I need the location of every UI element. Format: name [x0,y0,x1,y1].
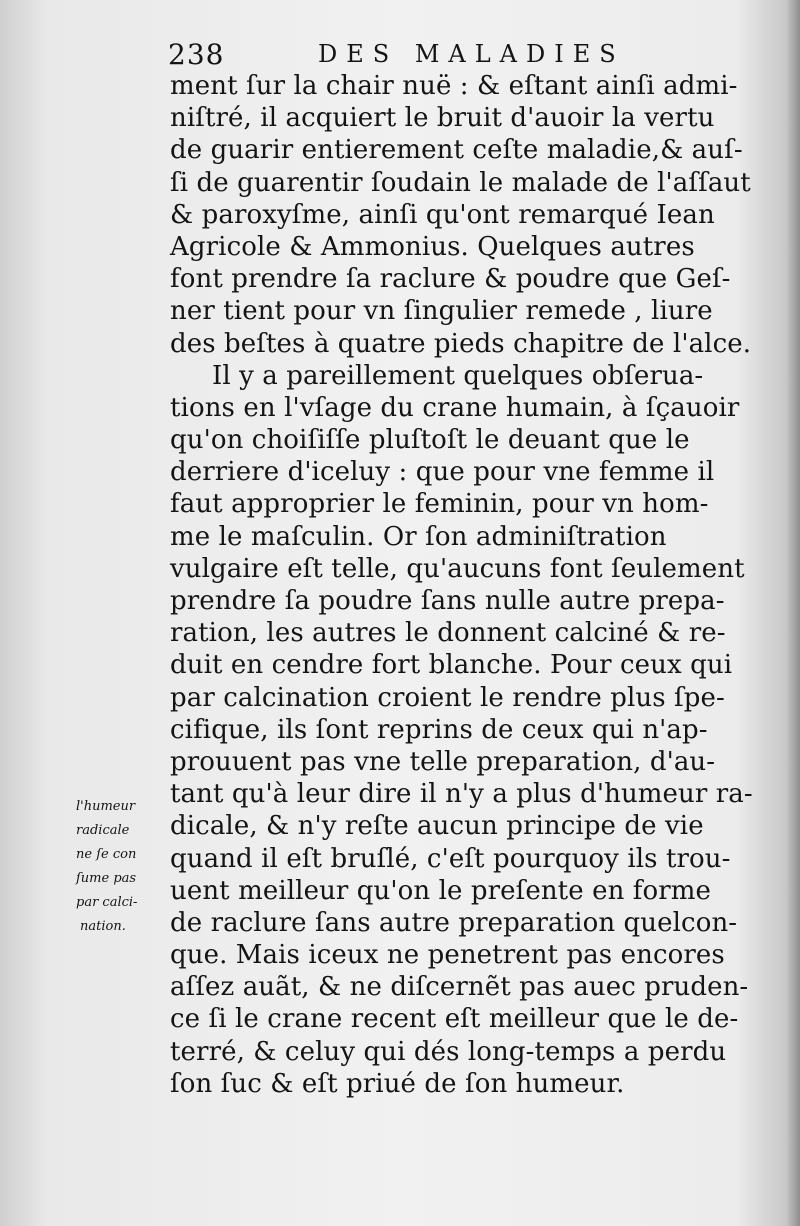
text-line: faut approprier le feminin, pour vn hom- [170,489,709,520]
text-line: que. Mais iceux ne penetrent pas encores [170,940,725,971]
body-text [170,70,766,1100]
text-line: ment ſur la chair nuë : & eſtant ainſi admi- [170,71,738,101]
marginal-note-line: par calci- [76,895,138,910]
running-head [168,38,758,72]
marginal-note [76,795,180,939]
text-line: des beſtes à quatre pieds chapitre de l'alce. [170,328,752,359]
text-line: prouuent pas vne telle preparation, d'au- [170,746,716,777]
text-line: de guarir entierement ceſte maladie,& auſ- [170,135,743,166]
text-line: niſtré, il acquiert le bruit d'auoir la vertu [170,103,715,134]
text-line: vulgaire eſt telle, qu'aucuns font ſeulement [170,553,745,584]
marginal-note-line: ſume pas [76,871,137,886]
marginal-note-line: l'humeur [76,799,136,814]
text-line: font prendre ſa raclure & poudre que Geſ- [170,264,731,295]
text-line: Agricole & Ammonius. Quelques autres [170,231,695,262]
text-line: ſon ſuc & eſt priué de ſon humeur. [170,1068,625,1099]
text-line: ſi de guarentir ſoudain le malade de l'aſſaut [170,167,751,198]
text-line: de raclure ſans autre preparation quelcon- [170,907,738,938]
marginal-note-line: radicale [76,823,130,838]
text-line: duit en cendre fort blanche. Pour ceux qui [170,650,733,681]
marginal-note-line: nation. [80,919,126,934]
text-line: ration, les autres le donnent calciné & re- [170,618,726,649]
text-line: tions en l'vſage du crane humain, à ſçauoir [170,392,740,423]
text-line: quand il eſt bruſlé, c'eſt pourquoy ils trou- [170,843,731,874]
text-line: qu'on choiſiſſe pluſtoſt le deuant que le [170,425,690,456]
text-line: tant qu'à leur dire il n'y a plus d'humeur ra- [170,779,753,810]
text-line: uent meilleur qu'on le preſente en forme [170,875,712,906]
marginal-note-line: ne ſe con [76,847,137,862]
text-line: ce ſi le crane recent eſt meilleur que le de- [170,1004,739,1035]
text-line: terré, & celuy qui dés long-temps a perdu [170,1036,727,1067]
text-line: me le maſculin. Or ſon adminiſtration [170,521,667,552]
text-line: ner tient pour vn ſingulier remede , liure [170,296,713,327]
text-line: cifique, ils ſont reprins de ceux qui n'ap- [170,714,708,745]
header-title: DES MALADIES [318,40,625,68]
text-line: aſſez auãt, & ne diſcernẽt pas auec pruden- [170,972,749,1003]
text-line: dicale, & n'y reſte aucun principe de vie [170,811,704,842]
paragraph-start-line: Il y a pareillement quelques obſerua- [212,360,704,391]
text-line: & paroxyſme, ainſi qu'ont remarqué Iean [170,199,715,230]
page-number: 238 [168,38,225,71]
text-line: prendre ſa poudre ſans nulle autre prepa- [170,586,725,616]
text-line: derriere d'iceluy : que pour vne femme il [170,457,715,488]
text-line: par calcination croient le rendre plus ſpe- [170,682,725,713]
